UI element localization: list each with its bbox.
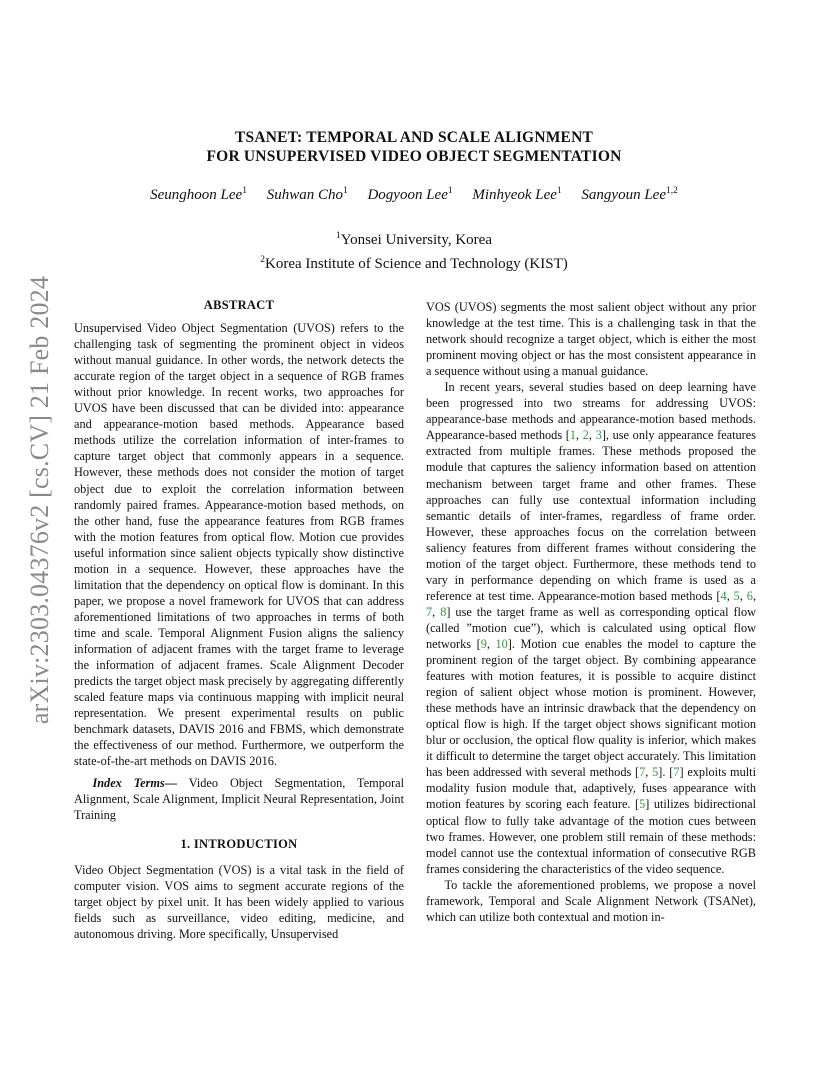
abstract-text: Unsupervised Video Object Segmentation (UVOS) refers to the challenging task of segmenting the prominent object in videos without manual guidance. In other words, the network detects the accurate region of the target object in a sequence of RGB frames without prior knowledge. In recent works, two approaches for UVOS have been discussed that can be divided into: appearance and appearance-motion based methods. Appearance based methods utilize the correlation information of inter-frames to capture target object that commonly appears in a sequence. However, these methods does not consider the motion of target object due to exploit the correlation information between randomly paired frames. Appearance-motion based methods, on the other hand, fuse the appearance features from RGB frames with the motion features from optical flow. Motion cue provides useful information since salient objects typically show distinctive motion in a sequence. However, these approaches have the limitation that the dependency on optical flow is dominant. In this paper, we propose a novel framework for UVOS that can address aforementioned limitations of two approaches in terms of both time and scale. Temporal Alignment Fusion aligns the saliency information of adjacent frames with the target frame to leverage the information of adjacent frames. Scale Alignment Decoder predicts the target object mask precisely by aggregating differently scaled feature maps via continuous mapping with implicit neural representation. We present experimental results on public benchmark datasets, DAVIS 2016 and FBMS, which demonstrate the effectiveness of our method. Furthermore, we outperform the state-of-the-art methods on DAVIS 2016. — [74, 321, 404, 769]
body-paragraph-with-citations — [426, 379, 756, 876]
author — [367, 187, 452, 203]
citation-link[interactable]: 9 — [480, 636, 487, 651]
author — [267, 187, 348, 203]
paragraph-text-segment: ] utilizes bidirectional optical flow to fully take advantage of the motion cues between two frames. However, one problem still remain of these methods: model cannot use the contextual information of consecutive RGB frames considering the characteristics of the video sequence. — [426, 797, 756, 876]
paragraph-text-segment: ]. [ — [658, 765, 674, 780]
paragraph-text-segment: ] exploits multi modality fusion module that, adaptively, fuses appearance with motion features by scoring each feature. [ — [426, 765, 756, 812]
author-affiliation-mark: 1 — [242, 186, 247, 196]
citation-link[interactable]: 10 — [495, 636, 508, 651]
index-terms-text: Video Object Segmentation, Temporal Alignment, Scale Alignment, Implicit Neural Representation, Joint Training — [74, 776, 404, 823]
affiliation — [74, 250, 754, 274]
body-paragraph: VOS (UVOS) segments the most salient object without any prior knowledge at the test time. This is a challenging task in that the network should recognize a target object, which is either the most prominent moving object or has the most consistent appearance in a sequence without using a manual guidance. — [426, 300, 756, 379]
citation-link[interactable]: 3 — [595, 428, 602, 443]
citation-link[interactable]: 7 — [673, 765, 680, 780]
author-list — [74, 186, 754, 204]
affiliation-mark: 1 — [336, 231, 341, 241]
citation-link[interactable]: 5 — [733, 588, 740, 603]
affiliations — [74, 226, 754, 274]
affiliation-name: Yonsei University, Korea — [340, 232, 492, 248]
paragraph-text-segment: , — [486, 636, 496, 651]
paragraph-text-segment: ]. Motion cue enables the model to capture the prominent region of the target object. By combining appearance features with motion features, it is possible to acquire distinct region of salient object whose motion is prominent. However, these methods have an intrinsic drawback that the dependency on optical flow is high. If the target object shows significant motion blur or occlusion, the optical flow quality is inferior, which makes it difficult to determine the target object accurately. This limitation has been addressed with several methods [ — [426, 636, 756, 780]
arxiv-identifier-stamp — [20, 275, 60, 725]
author-name: Dogyoon Lee — [367, 187, 448, 203]
citation-link[interactable]: 5 — [639, 797, 646, 812]
left-column — [74, 297, 404, 942]
author-name: Sangyoun Lee — [581, 187, 666, 203]
title-line-2: FOR UNSUPERVISED VIDEO OBJECT SEGMENTATION — [206, 148, 622, 165]
author — [472, 187, 561, 203]
author-name: Suhwan Cho — [266, 187, 343, 203]
right-column — [426, 299, 756, 925]
body-paragraph: To tackle the aforementioned problems, we propose a novel framework, Temporal and Scale Alignment Network (TSANet), which can utilize both contextual and motion in- — [426, 877, 756, 924]
affiliation — [74, 226, 754, 250]
citation-link[interactable]: 6 — [746, 588, 753, 603]
citation-link[interactable]: 7 — [639, 765, 646, 780]
affiliation-name: Korea Institute of Science and Technology (KIST) — [265, 256, 568, 272]
author-name: Minhyeok Lee — [472, 187, 557, 203]
paragraph-text-segment: , — [588, 428, 596, 443]
paragraph-text-segment: ] use the target frame as well as corresponding optical flow (called ”motion cue”), which is calculated using optical flow networks [ — [426, 604, 756, 651]
author-name: Seunghoon Lee — [150, 187, 243, 203]
paragraph-text-segment: , — [576, 428, 583, 443]
author-affiliation-mark: 1 — [447, 186, 453, 196]
paragraph-text-segment: , — [739, 588, 747, 603]
paragraph-text-segment: , — [645, 765, 653, 780]
author — [581, 187, 677, 203]
introduction-heading: 1. INTRODUCTION — [180, 836, 298, 851]
index-terms-label: Index Terms— — [92, 776, 178, 791]
author-affiliation-mark: 1,2 — [666, 186, 678, 196]
paragraph-text-segment: ], use only appearance features extracted from multiple frames. These methods proposed the module that captures the saliency information based on attention mechanism between target frame and other frames. These approaches can fully use contextual information including semantic details of inter-frames, regardless of frame order. However, these approaches focus on the correlation between saliency features from different frames without considering the motion of the target object. Furthermore, these methods tend to vary in performance depending on which frame is used as a reference at test time. Appearance-motion based methods [ — [426, 428, 757, 603]
paragraph-text-segment: In recent years, several studies based on deep learning have been progressed into two streams for addressing UVOS: appearance-base methods and appearance-motion based methods. Appearance-based methods [ — [426, 380, 756, 443]
arxiv-identifier-text: arXiv:2303.04376v2 [cs.CV] 21 Feb 2024 — [25, 275, 54, 725]
citation-link[interactable]: 1 — [569, 428, 577, 443]
index-terms — [74, 775, 404, 823]
affiliation-mark: 2 — [260, 255, 265, 265]
author-affiliation-mark: 1 — [556, 186, 562, 196]
paragraph-text-segment: , — [726, 588, 734, 603]
title-line-1: TSANET: TEMPORAL AND SCALE ALIGNMENT — [234, 129, 594, 146]
author-affiliation-mark: 1 — [342, 186, 348, 196]
paragraph-text-segment: , — [432, 604, 441, 619]
citation-link[interactable]: 2 — [582, 428, 589, 443]
paper-title — [74, 128, 754, 166]
abstract-heading: ABSTRACT — [203, 298, 275, 312]
citation-link[interactable]: 4 — [720, 588, 727, 603]
paragraph-text-segment: , — [752, 588, 757, 603]
citation-link[interactable]: 5 — [652, 765, 659, 780]
citation-link[interactable]: 7 — [426, 604, 433, 619]
introduction-paragraph: Video Object Segmentation (VOS) is a vital task in the field of computer vision. VOS aims to segment accurate regions of the target object by pixel unit. It has been widely applied to various fields such as surveillance, video editing, medicine, and autonomous driving. More specifically, Unsupervised — [74, 862, 404, 941]
citation-link[interactable]: 8 — [440, 604, 447, 619]
author — [150, 187, 247, 203]
